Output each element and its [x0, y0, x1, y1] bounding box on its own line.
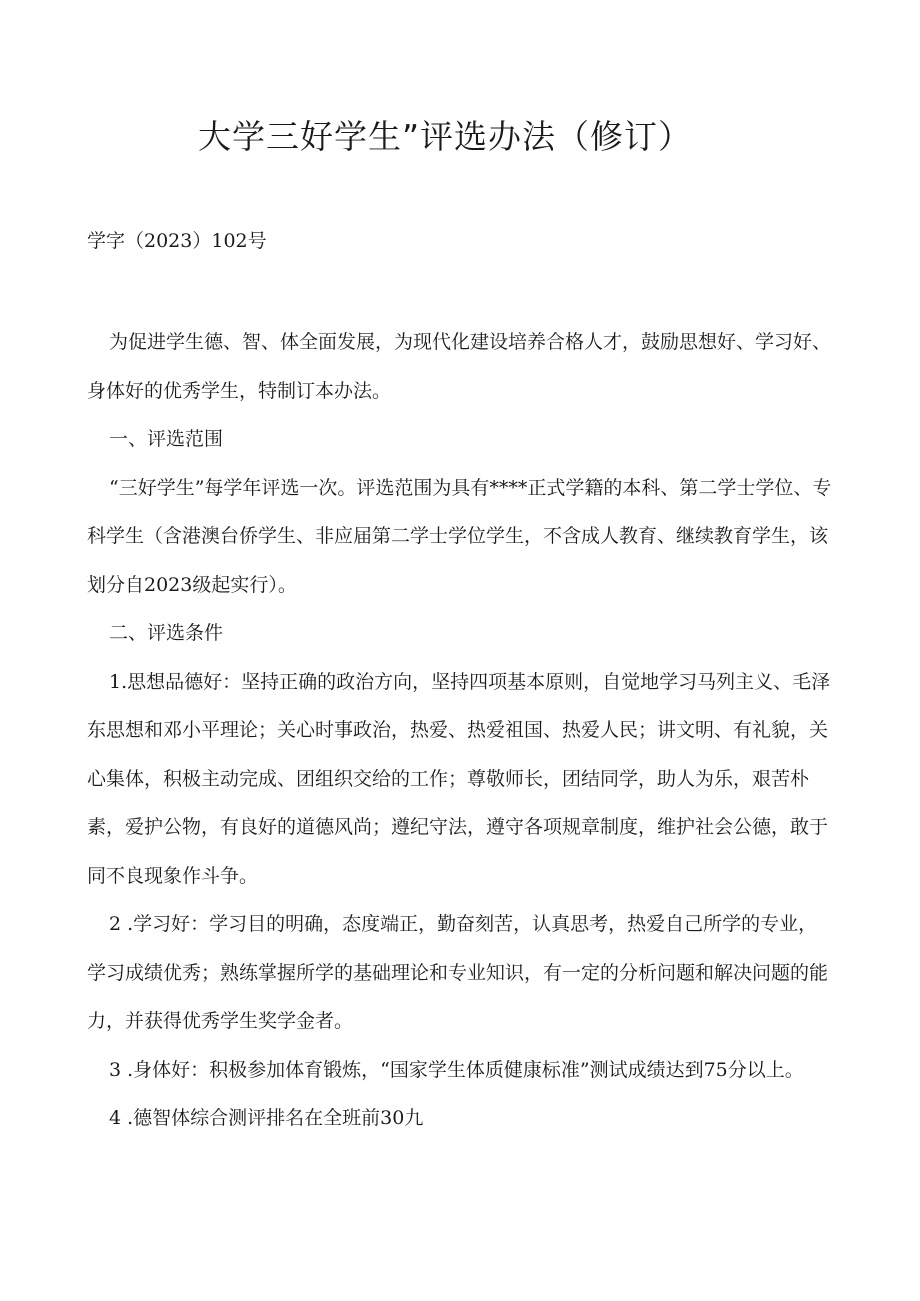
document-number: 学字（2023）102号: [87, 230, 267, 252]
condition-item-health: 3 .身体好：积极参加体育锻炼，“国家学生体质健康标准”测试成绩达到75分以上。: [109, 1058, 804, 1081]
document-title: 大学三好学生”评选办法（修订）: [197, 117, 693, 156]
section-heading-conditions: 二、评选条件: [109, 622, 224, 644]
scope-paragraph: “三好学生”每学年评选一次。评选范围为具有****正式学籍的本科、第二学士学位、专科学生（含港澳台侨学生、非应届第二学士学位学生，不含成人教育、继续教育学生，该划分自2023级起实行）。: [87, 476, 832, 596]
condition-item-study: 2 .学习好：学习目的明确，态度端正，勤奋刻苦，认真思考，热爱自己所学的专业，学习成绩优秀；熟练掌握所学的基础理论和专业知识，有一定的分析问题和解决问题的能力，并获得优秀学生奖学金者。: [87, 913, 829, 1032]
intro-paragraph: 为促进学生德、智、体全面发展，为现代化建设培养合格人才，鼓励思想好、学习好、身体好的优秀学生，特制订本办法。: [87, 331, 832, 402]
section-heading-scope: 一、评选范围: [109, 428, 224, 450]
condition-item-ranking: 4 .德智体综合测评排名在全班前30九: [109, 1107, 424, 1129]
condition-item-morality: 1.思想品德好：坚持正确的政治方向，坚持四项基本原则，自觉地学习马列主义、毛泽东思想和邓小平理论；关心时事政治，热爱、热爱祖国、热爱人民；讲文明、有礼貌，关心集体，积极主动完成、团组织交给的工作；尊敬师长，团结同学，助人为乐，艰苦朴素，爱护公物，有良好的道德风尚；遵纪守法，遵守各项规章制度，维护社会公德，敢于同不良现象作斗争。: [87, 670, 831, 887]
document-body: [87, 318, 832, 1143]
